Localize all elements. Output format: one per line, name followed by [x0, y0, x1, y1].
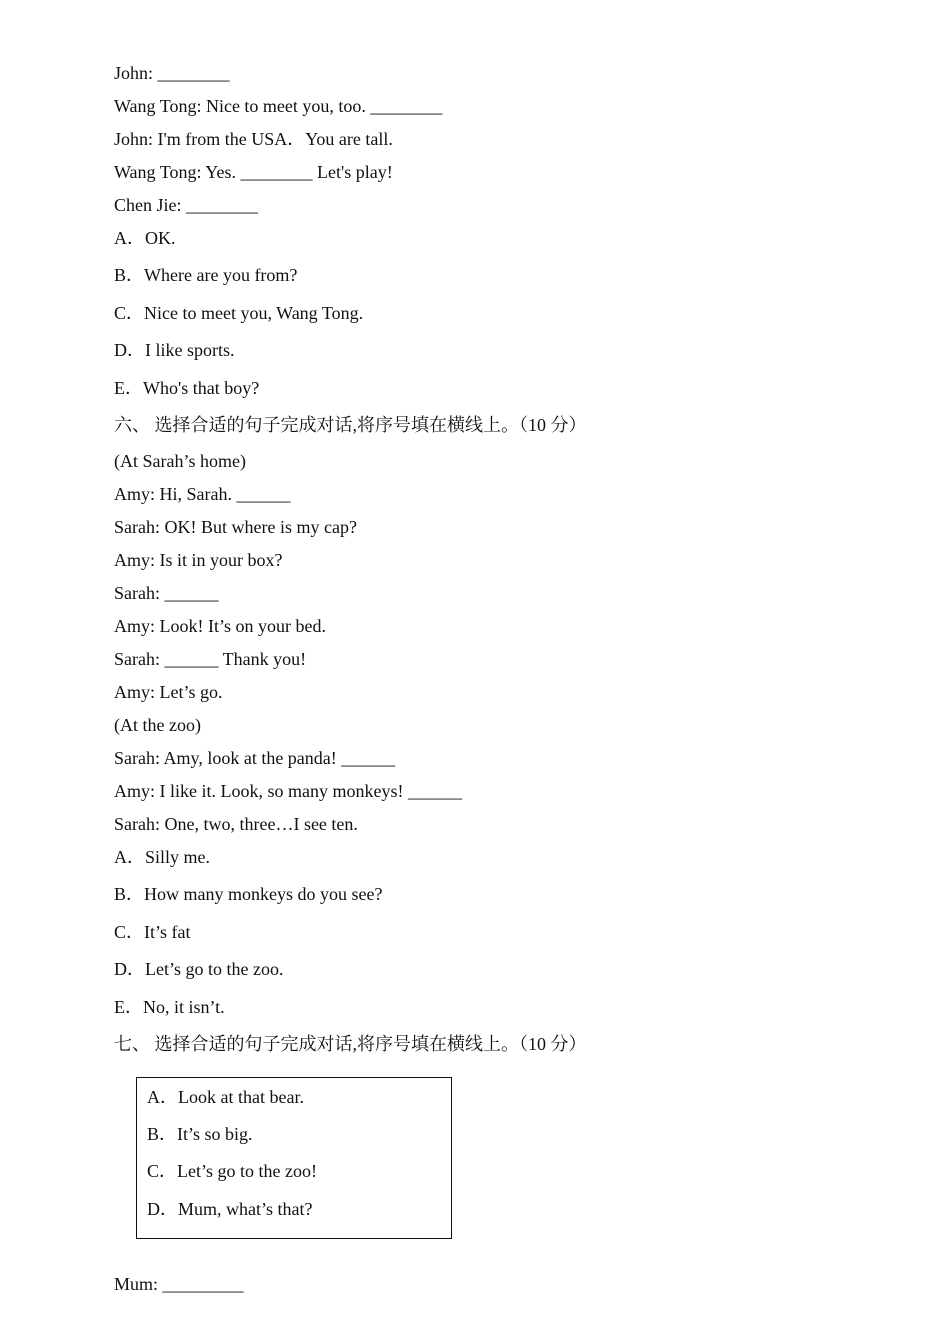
section7-heading: 七、 选择合适的句子完成对话,将序号填在横线上。（10 分） [114, 1033, 587, 1054]
dialog-line: Wang Tong: Nice to meet you, too. ________ [114, 96, 443, 116]
option-item: A．OK. [114, 228, 176, 248]
option-item: E．No, it isn’t. [114, 996, 225, 1017]
section5-dialog [114, 62, 894, 227]
option-item: B．How many monkeys do you see? [114, 884, 383, 905]
section7-dialog-start: Mum: _________ [114, 1274, 244, 1294]
option-item: D．Mum, what’s that? [147, 1198, 313, 1219]
dialog-line: Wang Tong: Yes. ________ Let's play! [114, 162, 393, 182]
option-item: C．Nice to meet you, Wang Tong. [114, 302, 364, 323]
option-item: D．Let’s go to the zoo. [114, 959, 284, 980]
dialog-line: Amy: Is it in your box? [114, 549, 283, 570]
option-item: B．Where are you from? [114, 265, 298, 286]
section6-heading: 六、 选择合适的句子完成对话,将序号填在横线上。（10 分） [114, 414, 587, 435]
option-item: E．Who's that boy? [114, 377, 260, 398]
dialog-line: (At Sarah’s home) [114, 450, 246, 471]
dialog-line: Amy: Let’s go. [114, 681, 223, 702]
section6-dialog [114, 450, 894, 846]
dialog-line: John: ________ [114, 63, 230, 83]
option-item: D．I like sports. [114, 340, 235, 361]
option-item: C．It’s fat [114, 921, 191, 942]
dialog-line: John: I'm from the USA．You are tall. [114, 129, 393, 149]
option-item: C．Let’s go to the zoo! [147, 1161, 317, 1182]
section5-options [114, 227, 894, 414]
option-item: A．Silly me. [114, 846, 211, 867]
dialog-line: Sarah: One, two, three…I see ten. [114, 813, 358, 834]
dialog-line: (At the zoo) [114, 714, 201, 735]
dialog-line: Sarah: Amy, look at the panda! ______ [114, 747, 396, 768]
option-item: B．It’s so big. [147, 1124, 253, 1145]
dialog-line: Sarah: ______ Thank you! [114, 648, 307, 669]
dialog-line: Sarah: OK! But where is my cap? [114, 516, 357, 537]
dialog-line: Sarah: ______ [114, 582, 219, 603]
dialog-line: Amy: I like it. Look, so many monkeys! ______ [114, 780, 462, 801]
dialog-line: Amy: Hi, Sarah. ______ [114, 483, 291, 504]
option-item: A．Look at that bear. [147, 1087, 304, 1107]
section6-options [114, 846, 894, 1033]
section7-options-box [136, 1077, 452, 1239]
dialog-line: Chen Jie: ________ [114, 195, 258, 215]
dialog-line: Amy: Look! It’s on your bed. [114, 615, 326, 636]
worksheet-page [114, 62, 894, 1069]
